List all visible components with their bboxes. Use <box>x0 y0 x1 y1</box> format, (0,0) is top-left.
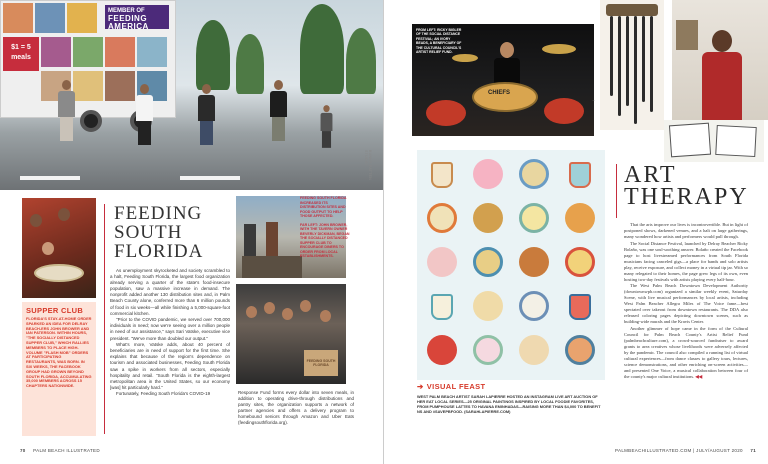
article-column: That the arts improve our lives is incontrovertible. But in light of postponed shows, darkened venues, and a halt on large gatherings, many wondered how artists and performers would pull through. The Social Distance Festival, launched by Delray Beacher Ricky Bolaño, was one soul-soothing answer. Bolaño created the Facebook page to host livestreamed performances from South Florida musicians facing canceled gigs—a place for bands and solo artists play, receive exposure, and collect money in a virtual tip jar. With so many relegated to their homes, the page grew legs of its own, even hosting two-day festivals with artists playing every half-hour. The West Palm Beach Downtown Development Authority (downtownwpb.com) organized a similar weekly event, Saturday Scene, with live musical performances by local artists, including West Palm Beacher Allegra Miles of The Voice fame—best spectated over takeout from downtown restaurants. The DDA also released coloring pages depicting downtown scenes, such as building-wide murals and the Kravis Center. Another glimmer of hope came in the form of the Cultural Council for Palm Beach County's Artist Relief Fund (palmbeachculture.com), a crowd-sourced fundraiser to award grants to area creatives whose livelihoods were adversely affected by the pandemic. The council also compiled a running list of virtual cultural experiences—from dance classes to gallery tours, lectures, science demonstrations, and other enriching on-screen activities—and presented One Voice, a musical collaboration between four of the county's major cultural institutions. ◀◀ <box>624 222 748 379</box>
page-number: 70 <box>20 448 26 453</box>
page-number: 71 <box>750 448 756 453</box>
drummer-caption: FROM LEFT: RICKY BIGLER OF THE SOCIAL DISTANCE FESTIVAL; AN IVORY BEADS, A BENEFICIARY OF THE CULTURAL COUNCIL'S ARTIST RELIEF FUND. <box>416 28 462 55</box>
end-mark-icon: ◀◀ <box>695 373 703 379</box>
feature-title: FEEDING SOUTH FLORIDA <box>114 203 204 262</box>
page-footer-right <box>615 448 756 453</box>
accent-rule <box>104 204 105 434</box>
feeding-america-logo: MEMBER OF FEEDING AMERICA <box>105 5 169 29</box>
hero-photo-food-distribution <box>0 0 384 190</box>
photo-captions: FEEDING SOUTH FLORIDA INCREASED ITS DISTRIBUTION SITES AND FOOD OUTPUT TO HELP THOSE AFFECTED. FAR LEFT: JOHN BROWER, WITH THE TAVERN OWNER BEVERLY DICKMAN, BEGAN THE SOCIALLY DISTANCED SUPPER CLUB TO ENCOURAGE DINERS TO ORDER FROM LOCAL ESTABLISHMENTS. <box>300 196 350 258</box>
volunteer-figure <box>321 105 333 148</box>
painting-grid <box>417 150 605 380</box>
article-column-continued: Response Fund forms every dollar into seven meals, in addition to operating drive-through distributions and pantry sites, the organization supports a network of partner agencies and offers a delivery program to homebound seniors through Amazon and Uber Eats (feedingsouthflorida.org). <box>238 390 354 426</box>
volunteer-figure <box>136 84 153 145</box>
supper-club-body: FLORIDA'S STAY-AT-HOME ORDER SPARKED AN IDEA FOR DELRAY BEACH-ERS JOHN BROWER AND IAN PATERSON. WITHIN HOURS, "THE SOCIALLY DISTANCED SUPPER CLUB," WHICH RALLIES MEMBERS TO PLACE HIGH-VOLUME "FLASH MOB" ORDERS AT PARTICIPATING RESTAURANTS, WAS BORN. IN SIX WEEKS, THE FACEBOOK GROUP HAD GROWN BEYOND SOUTH FLORIDA, ACCUMULATING 35,000 MEMBERS ACROSS 15 CHAPTERS NATIONWIDE. <box>26 316 92 389</box>
right-page <box>384 0 768 464</box>
supper-club-sidebar <box>22 302 96 436</box>
meals-badge: $1 = 5 meals <box>3 37 39 71</box>
visual-feast-body: WEST PALM BEACH ARTIST SARAH LAPIERRE HOSTED AN INSTAGRAM LIVE ART AUCTION OF HER EAT LOCAL SERIES—25 ORIGINAL PAINTINGS INSPIRED BY LOCAL FOODIE FAVORITES, FROM PUMPHOUSE LATTES TO HAVANA EMINHADAS—RAISING MORE THAN $4,000 TO BENEFIT NS AND #SAVEPBFOOD. (SARAHLAPIERRE.COM) <box>417 394 601 414</box>
food-box: FEEDING SOUTH FLORIDA <box>304 350 338 376</box>
visual-feast-title: ➔ VISUAL FEAST <box>417 382 486 391</box>
supper-club-title: SUPPER CLUB <box>26 306 84 315</box>
page-footer-left <box>20 448 100 453</box>
photo-credit-small: | <box>592 100 596 101</box>
magazine-name: PALM BEACH ILLUSTRATED <box>33 448 100 453</box>
artist-portrait-photo <box>672 0 768 120</box>
visual-feast-caption <box>417 382 605 414</box>
drum-logo: CHIEFS <box>488 90 511 96</box>
volunteer-figure <box>58 80 75 141</box>
article-column: As unemployment skyrocketed and society scrambled to a halt, Feeding South Florida, the largest food organization already serving a quarter of the state's food-insecure population, saw a massive increase in demand. The nonprofit added another 130 distribution sites and, in Palm Beach County alone, conferred more than 6 million pounds of food in six weeks—all while finishing a 5,000-square-foot commercial kitchen. "Prior to the COVID pandemic, we served over 700,000 individuals in need; now we're seeing over a million people in need of our assistance," says Sari Vatske, executive vice president. "We've more than doubled our output." What's more, Vatske adds, about 40 percent of beneficiaries are in need of support for the first time. She explains that because of the region's dependence on tourism and associated businesses, Feeding South Florida saw a spike in workers from all sectors, especially hospitality and retail. "South Florida is the eighth-largest metropolitan area in the United States, so our economy [was] hit particularly hard." Fortunately, Feeding South Florida's COVID-19 <box>110 268 230 397</box>
feature-title: ART THERAPY <box>624 162 749 210</box>
magazine-url: PALMBEACHILLUSTRATED.COM | JULY/AUGUST 2020 <box>615 448 743 453</box>
arrow-icon: ➔ <box>417 382 424 391</box>
sketch-art-photo <box>664 120 764 162</box>
supper-club-photo <box>22 198 96 298</box>
volunteer-figure <box>270 80 287 141</box>
beaded-art-photo <box>600 0 664 130</box>
drummer-photo <box>412 24 594 136</box>
volunteer-figure <box>198 84 215 145</box>
family-in-car-photo <box>236 284 346 384</box>
accent-rule <box>616 164 617 218</box>
photo-credit: BUNNY PATTEN STUDIO <box>364 150 372 181</box>
